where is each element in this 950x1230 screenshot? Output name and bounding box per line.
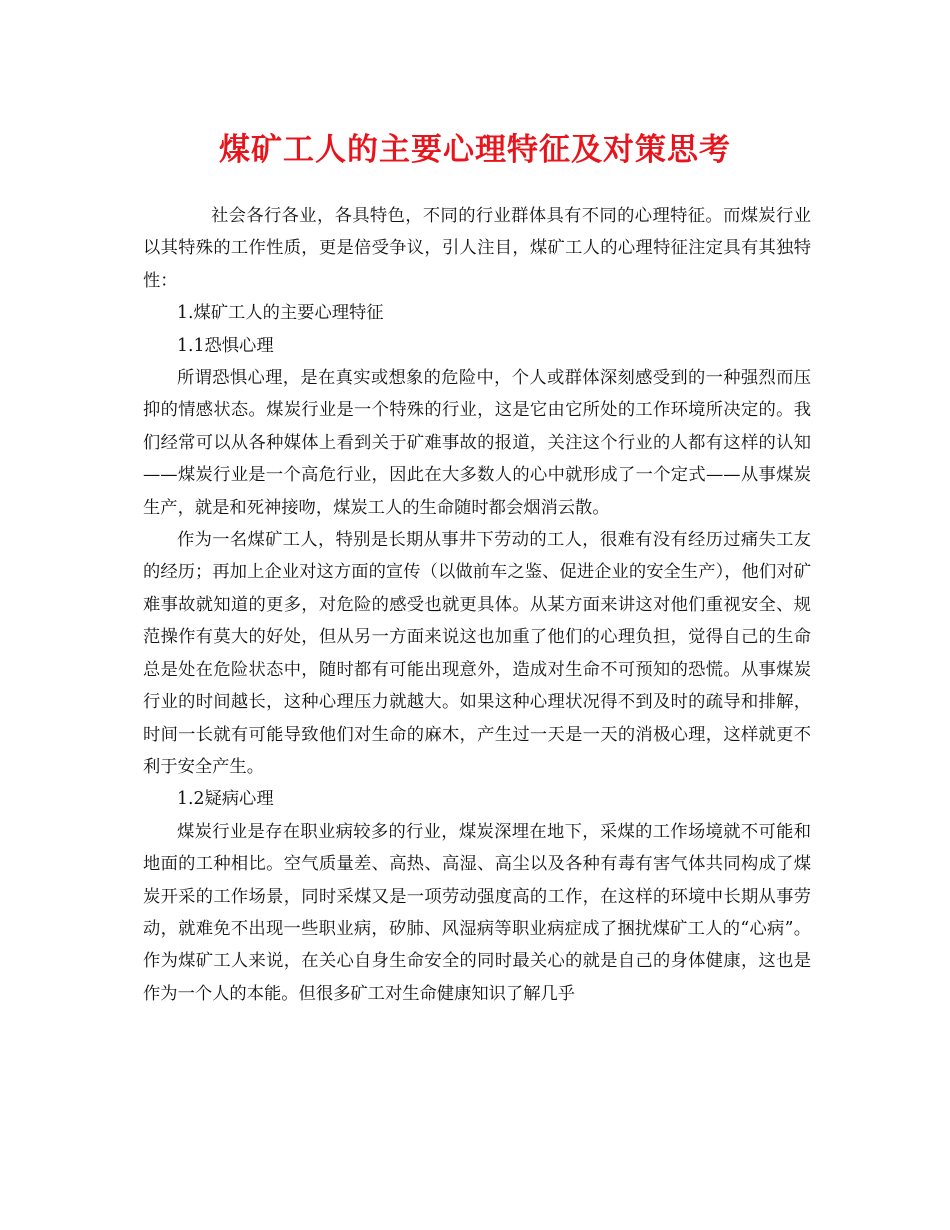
- paragraph-fear-definition: 所谓恐惧心理，是在真实或想象的危险中，个人或群体深刻感受到的一种强烈而压抑的情感状态。煤炭行业是一个特殊的行业，这是它由它所处的工作环境所决定的。我们经常可以从各种媒体上看到关于矿难事故的报道，关注这个行业的人都有这样的认知——煤炭行业是一个高危行业，因此在大多数人的心中就形成了一个定式——从事煤炭生产，就是和死神接吻，煤炭工人的生命随时都会烟消云散。: [143, 368, 811, 518]
- document-title: 煤矿工人的主要心理特征及对策思考: [219, 132, 731, 168]
- paragraph-fear-worker: 作为一名煤矿工人，特别是长期从事井下劳动的工人，很难有没有经历过痛失工友的经历；再加上企业对这方面的宣传（以做前车之鉴、促进企业的安全生产），他们对矿难事故就知道的更多，对危险的感受也就更具体。从某方面来讲这对他们重视安全、规范操作有莫大的好处，但从另一方面来说这也加重了他们的心理负担，觉得自己的生命总是处在危险状态中，随时都有可能出现意外，造成对生命不可预知的恐慌。从事煤炭行业的时间越长，这种心理压力就越大。如果这种心理状况得不到及时的疏导和排解，时间一长就有可能导致他们对生命的麻木，产生过一天是一天的消极心理，这样就更不利于安全产生。: [143, 530, 811, 777]
- paragraph-hypochondria: 煤炭行业是存在职业病较多的行业，煤炭深埋在地下，采煤的工作场境就不可能和地面的工种相比。空气质量差、高热、高湿、高尘以及各种有毒有害气体共同构成了煤炭开采的工作场景，同时采煤又是一项劳动强度高的工作，在这样的环境中长期从事劳动，就难免不出现一些职业病，矽肺、风湿病等职业病症成了捆扰煤矿工人的“心病”。作为煤矿工人来说，在关心自身生命安全的同时最关心的就是自己的身体健康，这也是作为一个人的本能。但很多矿工对生命健康知识了解几乎: [143, 821, 811, 1004]
- subsection-heading-1-2: 1.2疑病心理: [177, 789, 274, 810]
- subsection-heading-1-1: 1.1恐惧心理: [177, 335, 274, 356]
- document-body: [143, 200, 811, 1010]
- intro-paragraph: 社会各行各业，各具特色，不同的行业群体具有不同的心理特征。而煤炭行业以其特殊的工作性质，更是倍受争议，引人注目，煤矿工人的心理特征注定具有其独特性：: [143, 206, 811, 291]
- section-heading-1: 1.煤矿工人的主要心理特征: [177, 303, 384, 324]
